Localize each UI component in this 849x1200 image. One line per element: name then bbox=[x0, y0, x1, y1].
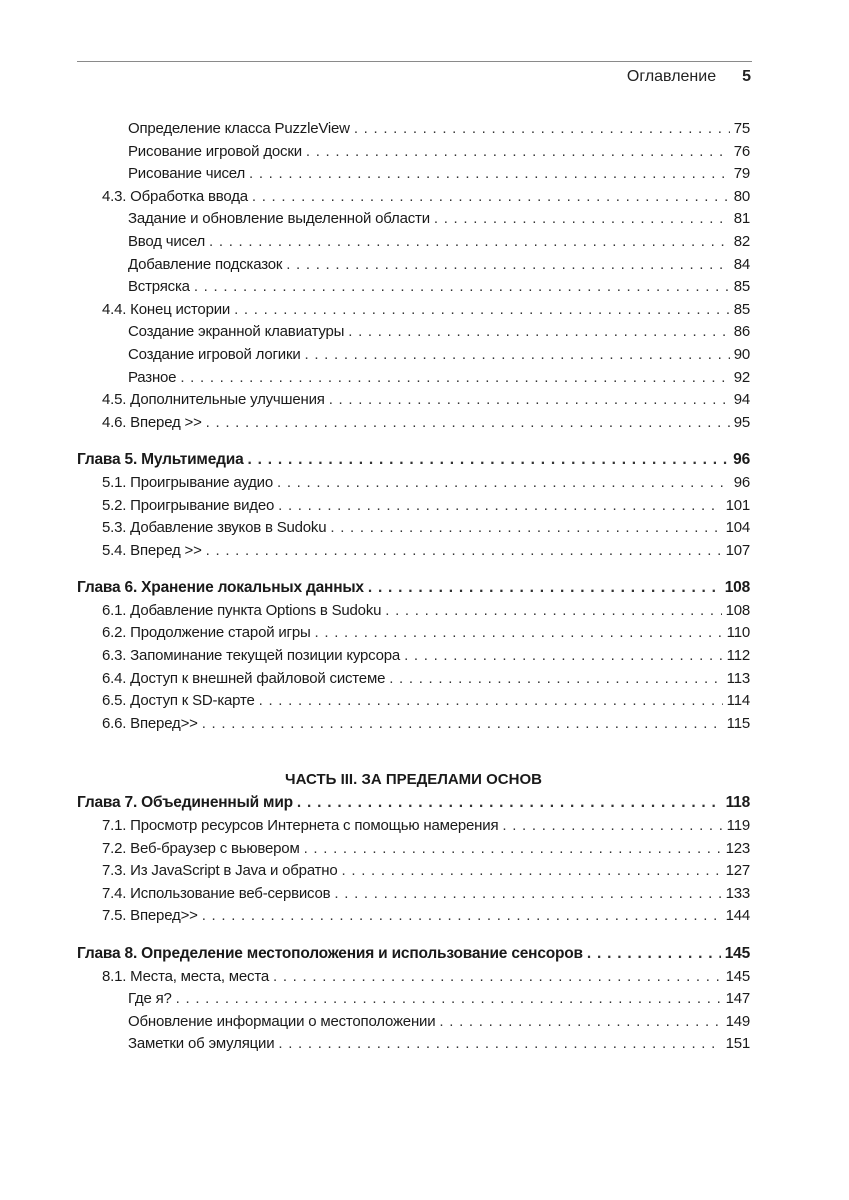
toc-entry[interactable] bbox=[77, 713, 750, 736]
toc-entry-page: 95 bbox=[733, 413, 750, 431]
chapter-title: Глава 5. Мультимедиа bbox=[77, 451, 244, 469]
chapter-page: 96 bbox=[733, 451, 750, 469]
toc-entry[interactable] bbox=[77, 860, 750, 883]
toc-entry-title: Создание игровой логики bbox=[128, 345, 301, 363]
leader-dots bbox=[304, 838, 722, 861]
toc-entry[interactable] bbox=[77, 412, 750, 435]
toc-entry-title: 4.5. Дополнительные улучшения bbox=[102, 391, 325, 409]
chapter-title: Глава 7. Объединенный мир bbox=[77, 794, 293, 812]
leader-dots bbox=[277, 472, 730, 495]
toc-chapter-7 bbox=[77, 792, 750, 928]
toc-entry-page: 110 bbox=[726, 624, 750, 642]
header-rule bbox=[77, 61, 752, 62]
toc-entry-title: 7.1. Просмотр ресурсов Интернета с помощью намерения bbox=[102, 817, 499, 835]
spacer bbox=[77, 928, 750, 943]
leader-dots bbox=[234, 299, 730, 322]
running-header-title: Оглавление bbox=[626, 68, 717, 85]
toc-entry-page: 90 bbox=[733, 345, 750, 363]
chapter-page: 118 bbox=[725, 794, 750, 812]
toc-chapter-6 bbox=[77, 577, 750, 735]
toc-entry-page: 94 bbox=[733, 391, 750, 409]
leader-dots bbox=[502, 815, 722, 838]
toc-entry-page: 86 bbox=[733, 323, 750, 341]
toc-entry-title: Создание экранной клавиатуры bbox=[128, 323, 345, 341]
toc-entry-page: 96 bbox=[733, 473, 750, 491]
toc-entry-page: 101 bbox=[725, 496, 750, 514]
leader-dots bbox=[330, 517, 721, 540]
toc-entry-title: 7.4. Использование веб-сервисов bbox=[102, 884, 331, 902]
toc-entry-title: Рисование чисел bbox=[128, 165, 246, 183]
toc-entry-title: 6.5. Доступ к SD-карте bbox=[102, 692, 255, 710]
toc-entry[interactable] bbox=[77, 344, 750, 367]
leader-dots bbox=[306, 141, 730, 164]
toc-entry-title: Ввод чисел bbox=[128, 232, 206, 250]
toc-chapter-8 bbox=[77, 943, 750, 1056]
toc-entry-page: 127 bbox=[725, 862, 750, 880]
toc-entry[interactable] bbox=[77, 668, 750, 691]
toc-entry-page: 112 bbox=[726, 647, 750, 665]
toc-entry[interactable] bbox=[77, 186, 750, 209]
chapter-heading[interactable] bbox=[77, 449, 750, 472]
toc-entry[interactable] bbox=[77, 815, 750, 838]
toc-entry-title: 6.3. Запоминание текущей позиции курсора bbox=[102, 647, 401, 665]
toc-entry-page: 119 bbox=[726, 817, 750, 835]
leader-dots bbox=[297, 792, 722, 815]
table-of-contents bbox=[77, 118, 750, 1056]
toc-entry-title: Где я? bbox=[128, 990, 172, 1008]
leader-dots bbox=[278, 1033, 721, 1056]
toc-entry[interactable] bbox=[77, 389, 750, 412]
toc-entry-page: 145 bbox=[725, 967, 750, 985]
leader-dots bbox=[354, 118, 730, 141]
toc-entry[interactable] bbox=[77, 838, 750, 861]
leader-dots bbox=[248, 449, 730, 472]
spacer bbox=[77, 434, 750, 449]
toc-entry-page: 75 bbox=[733, 120, 750, 137]
toc-entry-title: Заметки об эмуляции bbox=[128, 1035, 275, 1053]
toc-entry[interactable] bbox=[77, 883, 750, 906]
spacer bbox=[77, 562, 750, 577]
leader-dots bbox=[368, 577, 721, 600]
toc-entry-title: 6.1. Добавление пункта Options в Sudoku bbox=[102, 601, 382, 619]
toc-entry[interactable] bbox=[77, 118, 750, 141]
toc-entry-title: Задание и обновление выделенной области bbox=[128, 210, 430, 228]
toc-entry-title: 5.1. Проигрывание аудио bbox=[102, 473, 273, 491]
leader-dots bbox=[334, 883, 721, 906]
leader-dots bbox=[202, 905, 722, 928]
toc-entry-page: 113 bbox=[726, 669, 750, 687]
toc-entry-page: 85 bbox=[733, 278, 750, 296]
toc-entry[interactable] bbox=[77, 1033, 750, 1056]
toc-entry-page: 81 bbox=[733, 210, 750, 228]
toc-entry-page: 108 bbox=[725, 601, 750, 619]
toc-entry-page: 82 bbox=[733, 232, 750, 250]
chapter-page: 145 bbox=[724, 945, 750, 962]
leader-dots bbox=[202, 713, 723, 736]
spacer bbox=[77, 735, 750, 768]
leader-dots bbox=[176, 988, 722, 1011]
page-number: 5 bbox=[742, 68, 751, 85]
leader-dots bbox=[206, 412, 730, 435]
toc-entry-title: 8.1. Места, места, места bbox=[102, 967, 270, 985]
chapter-heading[interactable] bbox=[77, 943, 750, 966]
leader-dots bbox=[252, 186, 730, 209]
leader-dots bbox=[342, 860, 722, 883]
toc-entry-page: 115 bbox=[726, 714, 750, 732]
part-heading: ЧАСТЬ III. ЗА ПРЕДЕЛАМИ ОСНОВ bbox=[285, 771, 542, 789]
toc-entry-title: 6.2. Продолжение старой игры bbox=[102, 624, 311, 642]
toc-entry[interactable] bbox=[77, 600, 750, 623]
toc-entry-title: 7.3. Из JavaScript в Java и обратно bbox=[102, 862, 338, 880]
toc-entry-title: 5.3. Добавление звуков в Sudoku bbox=[102, 519, 327, 537]
toc-entry-title: 7.5. Вперед>> bbox=[102, 907, 198, 925]
chapter-title: Глава 8. Определение местоположения и использование сенсоров bbox=[77, 945, 583, 962]
toc-entry[interactable] bbox=[77, 299, 750, 322]
toc-entry-title: 4.4. Конец истории bbox=[102, 300, 231, 318]
leader-dots bbox=[286, 254, 729, 277]
leader-dots bbox=[209, 231, 730, 254]
toc-entry-page: 123 bbox=[725, 839, 750, 857]
toc-entry-title: Рисование игровой доски bbox=[128, 142, 302, 160]
leader-dots bbox=[329, 389, 730, 412]
leader-dots bbox=[439, 1011, 721, 1034]
toc-entry[interactable] bbox=[77, 163, 750, 186]
toc-entry[interactable] bbox=[77, 966, 750, 989]
leader-dots bbox=[194, 276, 730, 299]
toc-entry[interactable] bbox=[77, 141, 750, 164]
toc-entry-title: 4.6. Вперед >> bbox=[102, 413, 202, 431]
toc-entry-page: 76 bbox=[733, 142, 750, 160]
toc-entry-page: 114 bbox=[726, 692, 750, 710]
toc-entry-title: 4.3. Обработка ввода bbox=[102, 187, 248, 205]
chapter-title: Глава 6. Хранение локальных данных bbox=[77, 579, 364, 597]
toc-entry-page: 147 bbox=[725, 990, 750, 1008]
toc-entry[interactable] bbox=[77, 622, 750, 645]
leader-dots bbox=[273, 966, 722, 989]
toc-entry[interactable] bbox=[77, 988, 750, 1011]
leader-dots bbox=[259, 690, 723, 713]
toc-entry-page: 85 bbox=[733, 300, 750, 318]
toc-entry-title: 5.2. Проигрывание видео bbox=[102, 496, 275, 514]
toc-entry[interactable] bbox=[77, 645, 750, 668]
toc-chapter-5 bbox=[77, 449, 750, 562]
leader-dots bbox=[587, 943, 721, 966]
leader-dots bbox=[249, 163, 730, 186]
chapter-page: 108 bbox=[724, 579, 750, 597]
toc-entry-page: 79 bbox=[733, 165, 750, 183]
toc-entry-page: 84 bbox=[733, 255, 750, 273]
toc-entry-title: Обновление информации о местоположении bbox=[128, 1012, 436, 1030]
toc-entry-page: 133 bbox=[725, 884, 750, 902]
leader-dots bbox=[206, 540, 722, 563]
leader-dots bbox=[315, 622, 723, 645]
toc-entry-title: Встряска bbox=[128, 278, 190, 296]
toc-entry[interactable] bbox=[77, 208, 750, 231]
toc-entry[interactable] bbox=[77, 540, 750, 563]
toc-entry[interactable] bbox=[77, 276, 750, 299]
leader-dots bbox=[389, 668, 722, 691]
toc-entry-page: 104 bbox=[725, 519, 750, 537]
leader-dots bbox=[305, 344, 730, 367]
chapter-heading[interactable] bbox=[77, 792, 750, 815]
toc-entry[interactable] bbox=[77, 321, 750, 344]
toc-entry[interactable] bbox=[77, 495, 750, 518]
toc-entry-page: 80 bbox=[733, 187, 750, 205]
leader-dots bbox=[348, 321, 729, 344]
toc-entry-title: Разное bbox=[128, 368, 177, 386]
toc-entry-title: 5.4. Вперед >> bbox=[102, 541, 202, 559]
toc-entry-page: 151 bbox=[725, 1035, 750, 1053]
toc-entry[interactable] bbox=[77, 690, 750, 713]
toc-entry-title: 7.2. Веб-браузер с вьювером bbox=[102, 839, 300, 857]
leader-dots bbox=[404, 645, 723, 668]
toc-entry-page: 149 bbox=[725, 1012, 750, 1030]
toc-entry[interactable] bbox=[77, 231, 750, 254]
toc-entry-title: Определение класса PuzzleView bbox=[128, 120, 350, 137]
toc-entry[interactable] bbox=[77, 517, 750, 540]
toc-entry-title: 6.4. Доступ к внешней файловой системе bbox=[102, 669, 386, 687]
toc-entry[interactable] bbox=[77, 367, 750, 390]
toc-entry-page: 144 bbox=[725, 907, 750, 925]
leader-dots bbox=[180, 367, 729, 390]
toc-entry[interactable] bbox=[77, 905, 750, 928]
toc-entry[interactable] bbox=[77, 254, 750, 277]
toc-entry[interactable] bbox=[77, 1011, 750, 1034]
toc-entry-page: 107 bbox=[725, 541, 750, 559]
toc-entry-page: 92 bbox=[733, 368, 750, 386]
toc-entry-title: 6.6. Вперед>> bbox=[102, 714, 198, 732]
leader-dots bbox=[278, 495, 721, 518]
toc-block-chapter4-continued bbox=[77, 118, 750, 434]
running-header bbox=[627, 68, 751, 86]
leader-dots bbox=[434, 208, 730, 231]
chapter-heading[interactable] bbox=[77, 577, 750, 600]
toc-entry[interactable] bbox=[77, 472, 750, 495]
leader-dots bbox=[385, 600, 721, 623]
toc-entry-title: Добавление подсказок bbox=[128, 255, 283, 273]
